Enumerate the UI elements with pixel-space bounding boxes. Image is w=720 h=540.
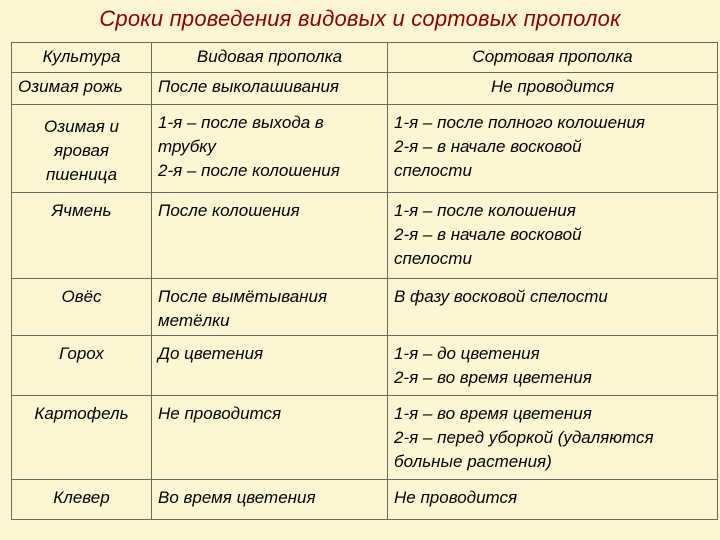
- culture-cell: Горох: [12, 336, 152, 396]
- table-row: [12, 336, 718, 396]
- culture-cell: Ячмень: [12, 193, 152, 279]
- header-culture: Культура: [12, 43, 152, 73]
- species-cell: Во время цветения: [152, 480, 388, 520]
- culture-cell: Овёс: [12, 279, 152, 336]
- page-title: Сроки проведения видовых и сортовых прополок: [99, 6, 621, 31]
- species-cell: После вымётывания метёлки: [152, 279, 388, 336]
- header-variety-weeding: Сортовая прополка: [388, 43, 718, 73]
- table-row: [12, 480, 718, 520]
- variety-cell: В фазу восковой спелости: [388, 279, 718, 336]
- variety-cell: 1-я – до цветения 2-я – во время цветения: [388, 336, 718, 396]
- table-row: [12, 396, 718, 480]
- table-row: [12, 105, 718, 193]
- species-cell: После колошения: [152, 193, 388, 279]
- table-row: [12, 73, 718, 105]
- table-header-row: [12, 43, 718, 73]
- culture-cell: Озимая и яровая пшеница: [12, 105, 152, 193]
- species-cell: Не проводится: [152, 396, 388, 480]
- species-cell: 1-я – после выхода в трубку 2-я – после колошения: [152, 105, 388, 193]
- species-cell: После выколашивания: [152, 73, 388, 105]
- variety-cell: Не проводится: [388, 480, 718, 520]
- variety-cell: Не проводится: [388, 73, 718, 105]
- header-species-weeding: Видовая прополка: [152, 43, 388, 73]
- species-cell: До цветения: [152, 336, 388, 396]
- table-row: [12, 193, 718, 279]
- weeding-schedule-table: [11, 42, 718, 520]
- culture-cell: Клевер: [12, 480, 152, 520]
- culture-cell: Озимая рожь: [12, 73, 152, 105]
- variety-cell: 1-я – после полного колошения 2-я – в начале восковой спелости: [388, 105, 718, 193]
- table-row: [12, 279, 718, 336]
- variety-cell: 1-я – во время цветения 2-я – перед уборкой (удаляются больные растения): [388, 396, 718, 480]
- culture-cell: Картофель: [12, 396, 152, 480]
- variety-cell: 1-я – после колошения 2-я – в начале восковой спелости: [388, 193, 718, 279]
